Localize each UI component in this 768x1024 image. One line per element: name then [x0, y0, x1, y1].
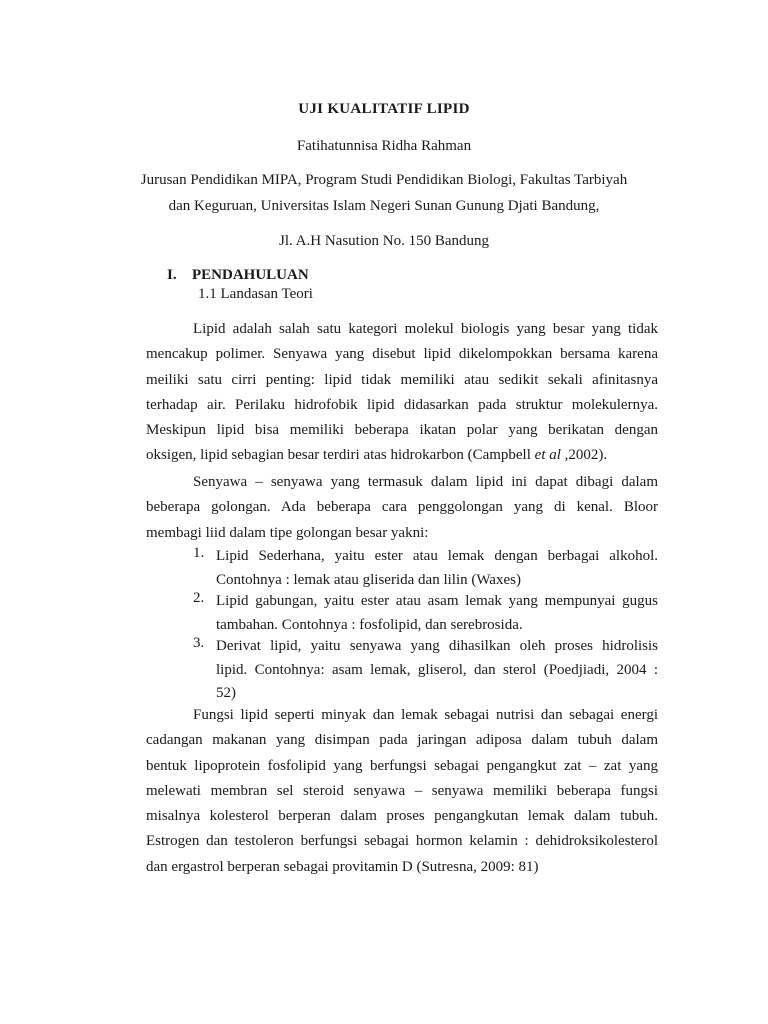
citation-italic: et al — [534, 447, 561, 464]
list-item — [146, 590, 658, 637]
paragraph-lipid-functions — [146, 703, 658, 880]
list-item-line: Lipid Sederhana, yaitu ester atau lemak dengan berbagai alkohol. — [216, 548, 658, 564]
section-number: I. — [167, 267, 177, 283]
paragraph-line: Senyawa – senyawa yang termasuk dalam lipid ini dapat dibagi dalam — [193, 474, 658, 490]
paragraph-lipid-groups — [146, 470, 658, 546]
paragraph-line: bentuk lipoprotein fosfolipid yang berfungsi sebagai pengangkut zat – zat yang — [146, 757, 658, 774]
paragraph-line: membagi liid dalam tipe golongan besar yakni: — [146, 524, 429, 541]
affiliation-line-2: dan Keguruan, Universitas Islam Negeri Sunan Gunung Djati Bandung, — [168, 198, 600, 214]
list-item-line: Derivat lipid, yaitu senyawa yang dihasilkan oleh proses hidrolisis — [216, 638, 658, 654]
author-name: Fatihatunnisa Ridha Rahman — [296, 138, 472, 154]
section-title: PENDAHULUAN — [192, 267, 309, 283]
paragraph-line: terhadap air. Perilaku hidrofobik lipid didasarkan pada struktur molekulernya. — [146, 396, 658, 413]
list-item-line: lipid. Contohnya: asam lemak, gliserol, dan sterol (Poedjiadi, 2004 : — [216, 661, 658, 678]
list-item — [146, 545, 658, 592]
document-title: UJI KUALITATIF LIPID — [298, 101, 470, 117]
citation-year: ,2002). — [560, 447, 608, 464]
paragraph-line: Fungsi lipid seperti minyak dan lemak sebagai nutrisi dan sebagai energi — [193, 707, 658, 723]
list-item-number: 1. — [193, 545, 205, 561]
list-item-number: 2. — [193, 590, 205, 606]
paragraph-lipid-definition — [146, 317, 658, 469]
citation-text: oksigen, lipid sebagian besar terdiri atas hidrokarbon (Campbell — [146, 447, 535, 464]
list-item — [146, 635, 658, 706]
affiliation-line-1: Jurusan Pendidikan MIPA, Program Studi Pendidikan Biologi, Fakultas Tarbiyah — [140, 172, 628, 188]
paragraph-line: melewati membran sel steroid senyawa – senyawa memiliki beberapa fungsi — [146, 782, 658, 799]
paragraph-line: Meskipun lipid bisa memiliki beberapa ikatan polar yang berikatan dengan — [146, 422, 658, 439]
address: Jl. A.H Nasution No. 150 Bandung — [279, 233, 489, 249]
list-item-line: Lipid gabungan, yaitu ester atau asam lemak yang mempunyai gugus — [216, 593, 658, 609]
paragraph-line — [146, 443, 658, 468]
lipid-classification-list — [146, 545, 658, 706]
paragraph-line: Estrogen dan testoleron berfungsi sebagai hormon kelamin : dehidroksikolesterol — [146, 833, 658, 850]
paragraph-line: beberapa golongan. Ada beberapa cara penggolongan yang di kenal. Bloor — [146, 499, 658, 516]
list-item-number: 3. — [193, 635, 205, 651]
paragraph-line: Lipid adalah salah satu kategori molekul biologis yang besar yang tidak — [193, 321, 658, 337]
paragraph-line: misalnya kolesterol berperan dalam proses pengangkutan lemak dalam tubuh. — [146, 808, 658, 825]
paragraph-line: mencakup polimer. Senyawa yang disebut lipid dikelompokkan bersama karena — [146, 346, 658, 363]
paragraph-line: dan ergastrol berperan sebagai provitamin D (Sutresna, 2009: 81) — [146, 858, 539, 875]
paragraph-line: cadangan makanan yang disimpan pada jaringan adiposa dalam tubuh dalam — [146, 732, 658, 749]
list-item-line: Contohnya : lemak atau gliserida dan lilin (Waxes) — [216, 571, 521, 588]
paragraph-line: meiliki satu cirri penting: lipid tidak memiliki atau sedikit sekali afinitasnya — [146, 371, 658, 388]
list-item-line: tambahan. Contohnya : fosfolipid, dan serebrosida. — [216, 616, 523, 633]
list-item-line: 52) — [216, 685, 236, 701]
subsection-heading: 1.1 Landasan Teori — [198, 286, 313, 302]
section-heading — [167, 267, 309, 284]
